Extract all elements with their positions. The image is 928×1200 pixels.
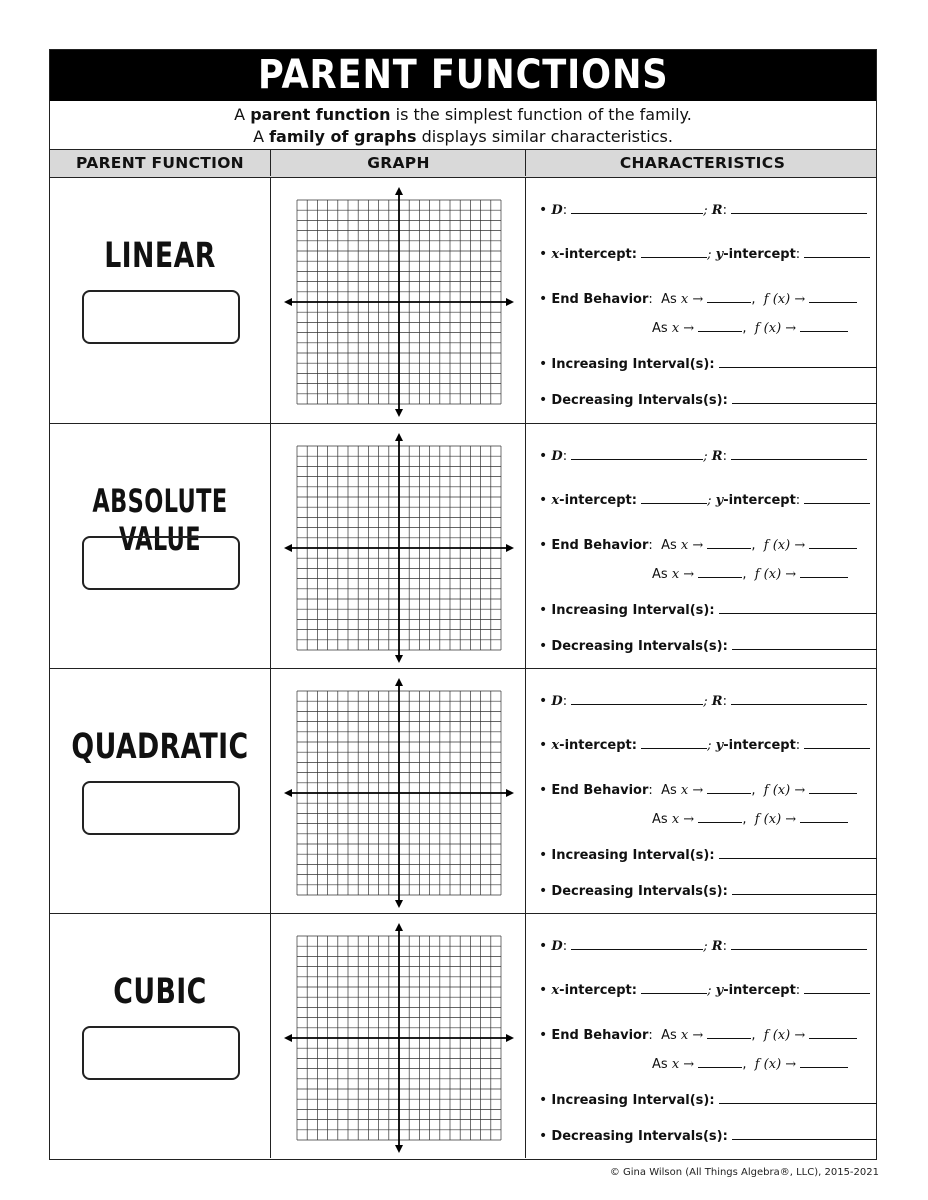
- end-behavior-line-2: As x → , f (x) →: [652, 321, 848, 336]
- y-axis-down-arrow: [395, 900, 403, 908]
- term-parent-function: parent function: [250, 105, 391, 124]
- domain-blank[interactable]: [571, 939, 703, 950]
- header-parent-function: PARENT FUNCTION: [76, 154, 244, 172]
- end-behavior-label: End Behavior: [551, 538, 649, 553]
- characteristics-cell: [525, 669, 879, 913]
- intercepts-line: • x-intercept: ; y-intercept:: [539, 246, 870, 262]
- graph-cell: [270, 914, 526, 1158]
- equation-answer-box[interactable]: [82, 1026, 240, 1080]
- increasing-blank[interactable]: [719, 848, 877, 859]
- x-axis-right-arrow: [506, 544, 514, 552]
- function-name: ABSOLUTE VALUE: [92, 482, 228, 558]
- range-blank[interactable]: [731, 449, 867, 460]
- equation-answer-box[interactable]: [82, 536, 240, 590]
- range-label: R: [711, 449, 723, 464]
- fx-approach-blank-1[interactable]: [809, 783, 857, 794]
- intro-line-1: A parent function is the simplest function of the family.: [234, 105, 692, 124]
- parent-function-cell: [50, 178, 270, 423]
- term-family-of-graphs: family of graphs: [269, 127, 417, 146]
- y-axis-down-arrow: [395, 1145, 403, 1153]
- y-intercept-blank[interactable]: [804, 493, 870, 504]
- range-blank[interactable]: [731, 203, 867, 214]
- x-axis-right-arrow: [506, 1034, 514, 1042]
- x-axis-left-arrow: [284, 298, 292, 306]
- x-intercept-blank[interactable]: [641, 493, 707, 504]
- increasing-line: • Increasing Interval(s):: [539, 602, 877, 618]
- x-approach-blank-1[interactable]: [707, 292, 751, 303]
- x-approach-blank-2[interactable]: [698, 321, 742, 332]
- characteristics-cell: [525, 914, 879, 1158]
- decreasing-label: Decreasing Intervals(s):: [551, 884, 728, 899]
- decreasing-blank[interactable]: [732, 1129, 877, 1140]
- coordinate-grid[interactable]: [283, 432, 515, 664]
- decreasing-label: Decreasing Intervals(s):: [551, 639, 728, 654]
- graph-cell: [270, 178, 526, 423]
- header-graph: GRAPH: [270, 150, 526, 176]
- increasing-line: • Increasing Interval(s):: [539, 356, 877, 372]
- y-intercept-blank[interactable]: [804, 247, 870, 258]
- x-intercept-label: -intercept:: [559, 247, 637, 262]
- x-intercept-blank[interactable]: [641, 738, 707, 749]
- x-axis-right-arrow: [506, 789, 514, 797]
- y-intercept-label: -intercept: [723, 247, 796, 262]
- range-label: R: [711, 939, 723, 954]
- worksheet: [49, 49, 877, 1160]
- graph-cell: [270, 669, 526, 913]
- y-intercept-label: -intercept: [723, 738, 796, 753]
- x-approach-blank-1[interactable]: [707, 538, 751, 549]
- end-behavior-line-1: • End Behavior: As x → , f (x) →: [539, 782, 857, 798]
- equation-answer-box[interactable]: [82, 781, 240, 835]
- y-intercept-blank[interactable]: [804, 983, 870, 994]
- coordinate-grid[interactable]: [283, 677, 515, 909]
- intro-line-2: A family of graphs displays similar characteristics.: [253, 127, 673, 146]
- range-blank[interactable]: [731, 694, 867, 705]
- x-intercept-blank[interactable]: [641, 247, 707, 258]
- page-title: PARENT FUNCTIONS: [257, 52, 669, 98]
- decreasing-line: • Decreasing Intervals(s):: [539, 392, 877, 408]
- domain-label: D: [551, 449, 563, 464]
- equation-answer-box[interactable]: [82, 290, 240, 344]
- range-label: R: [711, 203, 723, 218]
- end-behavior-label: End Behavior: [551, 1028, 649, 1043]
- fx-approach-blank-2[interactable]: [800, 1057, 848, 1068]
- coordinate-grid[interactable]: [283, 186, 515, 418]
- y-intercept-label: -intercept: [723, 493, 796, 508]
- increasing-label: Increasing Interval(s):: [551, 1093, 715, 1108]
- x-intercept-label: -intercept:: [559, 493, 637, 508]
- x-approach-blank-2[interactable]: [698, 567, 742, 578]
- end-behavior-line-1: • End Behavior: As x → , f (x) →: [539, 1027, 857, 1043]
- end-behavior-label: End Behavior: [551, 783, 649, 798]
- decreasing-line: • Decreasing Intervals(s):: [539, 883, 877, 899]
- range-blank[interactable]: [731, 939, 867, 950]
- function-name: CUBIC: [113, 972, 207, 1012]
- y-axis-up-arrow: [395, 187, 403, 195]
- domain-range-line: • D: ; R:: [539, 202, 867, 218]
- fx-approach-blank-2[interactable]: [800, 567, 848, 578]
- intro-text: [50, 101, 876, 149]
- y-axis-up-arrow: [395, 923, 403, 931]
- parent-function-cell: [50, 424, 270, 668]
- decreasing-line: • Decreasing Intervals(s):: [539, 1128, 877, 1144]
- parent-function-cell: [50, 914, 270, 1158]
- y-axis-down-arrow: [395, 409, 403, 417]
- decreasing-line: • Decreasing Intervals(s):: [539, 638, 877, 654]
- y-axis-down-arrow: [395, 655, 403, 663]
- fx-approach-blank-1[interactable]: [809, 292, 857, 303]
- parent-function-cell: [50, 669, 270, 913]
- x-intercept-label: -intercept:: [559, 738, 637, 753]
- row-absolute-value: [50, 423, 876, 668]
- increasing-line: • Increasing Interval(s):: [539, 1092, 877, 1108]
- end-behavior-label: End Behavior: [551, 292, 649, 307]
- title-bar: [50, 50, 876, 101]
- domain-range-line: • D: ; R:: [539, 693, 867, 709]
- x-axis-left-arrow: [284, 789, 292, 797]
- x-approach-blank-1[interactable]: [707, 783, 751, 794]
- x-approach-blank-2[interactable]: [698, 1057, 742, 1068]
- increasing-label: Increasing Interval(s):: [551, 603, 715, 618]
- domain-range-line: • D: ; R:: [539, 448, 867, 464]
- characteristics-cell: [525, 424, 879, 668]
- domain-blank[interactable]: [571, 203, 703, 214]
- header-characteristics: CHARACTERISTICS: [525, 150, 879, 176]
- fx-approach-blank-1[interactable]: [809, 538, 857, 549]
- increasing-line: • Increasing Interval(s):: [539, 847, 877, 863]
- domain-blank[interactable]: [571, 694, 703, 705]
- end-behavior-line-1: • End Behavior: As x → , f (x) →: [539, 537, 857, 553]
- intercepts-line: • x-intercept: ; y-intercept:: [539, 492, 870, 508]
- x-axis-left-arrow: [284, 544, 292, 552]
- range-label: R: [711, 694, 723, 709]
- y-axis-up-arrow: [395, 678, 403, 686]
- decreasing-label: Decreasing Intervals(s):: [551, 1129, 728, 1144]
- column-header-row: [50, 149, 876, 178]
- increasing-label: Increasing Interval(s):: [551, 357, 715, 372]
- y-intercept-label: -intercept: [723, 983, 796, 998]
- y-intercept-blank[interactable]: [804, 738, 870, 749]
- increasing-blank[interactable]: [719, 357, 877, 368]
- row-cubic: [50, 913, 876, 1158]
- row-linear: [50, 178, 876, 423]
- end-behavior-line-2: As x → , f (x) →: [652, 1057, 848, 1072]
- x-approach-blank-2[interactable]: [698, 812, 742, 823]
- domain-range-line: • D: ; R:: [539, 938, 867, 954]
- copyright-footer: © Gina Wilson (All Things Algebra®, LLC), 2015-2021: [609, 1167, 879, 1178]
- intercepts-line: • x-intercept: ; y-intercept:: [539, 982, 870, 998]
- intercepts-line: • x-intercept: ; y-intercept:: [539, 737, 870, 753]
- x-axis-left-arrow: [284, 1034, 292, 1042]
- end-behavior-line-1: • End Behavior: As x → , f (x) →: [539, 291, 857, 307]
- x-intercept-label: -intercept:: [559, 983, 637, 998]
- increasing-blank[interactable]: [719, 1093, 877, 1104]
- row-quadratic: [50, 668, 876, 913]
- fx-approach-blank-2[interactable]: [800, 321, 848, 332]
- y-axis-up-arrow: [395, 433, 403, 441]
- domain-label: D: [551, 203, 563, 218]
- decreasing-blank[interactable]: [732, 639, 877, 650]
- fx-approach-blank-2[interactable]: [800, 812, 848, 823]
- decreasing-blank[interactable]: [732, 884, 877, 895]
- x-approach-blank-1[interactable]: [707, 1028, 751, 1039]
- decreasing-blank[interactable]: [732, 393, 877, 404]
- end-behavior-line-2: As x → , f (x) →: [652, 812, 848, 827]
- end-behavior-line-2: As x → , f (x) →: [652, 567, 848, 582]
- characteristics-cell: [525, 178, 879, 423]
- domain-label: D: [551, 939, 563, 954]
- increasing-label: Increasing Interval(s):: [551, 848, 715, 863]
- fx-approach-blank-1[interactable]: [809, 1028, 857, 1039]
- domain-blank[interactable]: [571, 449, 703, 460]
- coordinate-grid[interactable]: [283, 922, 515, 1154]
- function-name: LINEAR: [104, 236, 216, 276]
- domain-label: D: [551, 694, 563, 709]
- increasing-blank[interactable]: [719, 603, 877, 614]
- x-axis-right-arrow: [506, 298, 514, 306]
- x-intercept-blank[interactable]: [641, 983, 707, 994]
- function-name: QUADRATIC: [71, 727, 249, 767]
- graph-cell: [270, 424, 526, 668]
- decreasing-label: Decreasing Intervals(s):: [551, 393, 728, 408]
